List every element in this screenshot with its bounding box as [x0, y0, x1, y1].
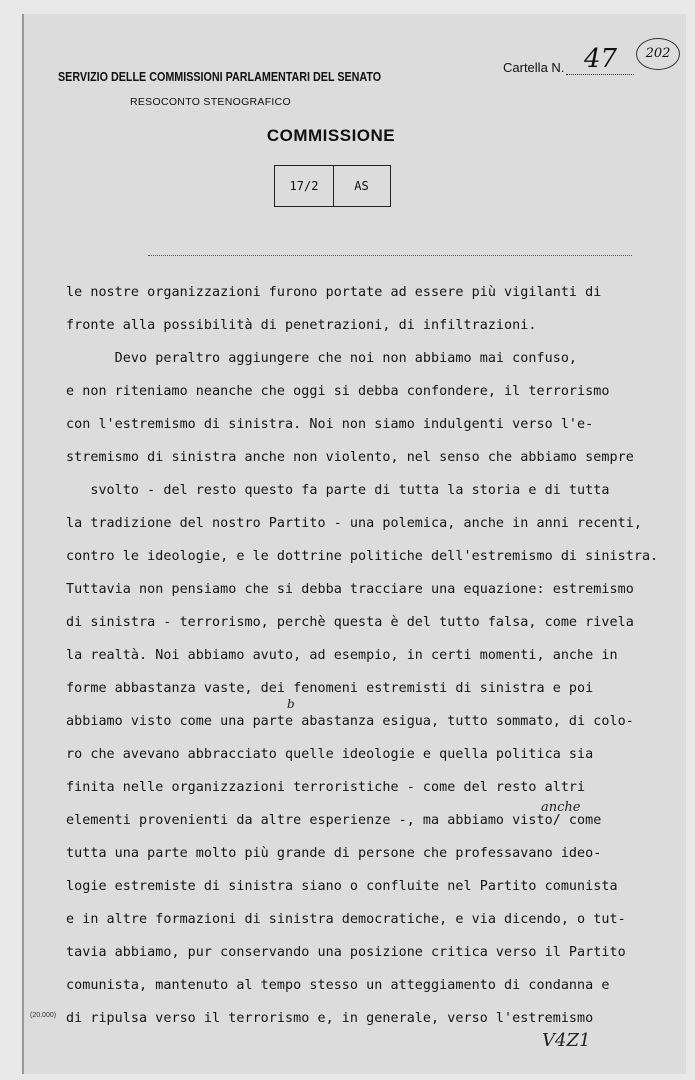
cartella-label: Cartella N.	[503, 60, 565, 75]
cartella-number: 47	[584, 44, 618, 74]
body-line: logie estremiste di sinistra siano o confluite nel Partito comunista	[66, 879, 618, 894]
body-line: di sinistra - terrorismo, perchè questa è del tutto falsa, come rivela	[66, 615, 634, 630]
code-box-left: 17/2	[275, 166, 334, 206]
body-line: contro le ideologie, e le dottrine politiche dell'estremismo di sinistra.	[66, 549, 659, 564]
body-line: Devo peraltro aggiungere che noi non abbiamo mai confuso,	[66, 351, 578, 366]
body-line: le nostre organizzazioni furono portate ad essere più vigilanti di	[66, 285, 602, 300]
body-line: e in altre formazioni di sinistra democratiche, e via dicendo, o tut-	[66, 912, 626, 927]
code-box	[274, 165, 391, 207]
page-number-circled: 202	[636, 38, 680, 70]
body-line: di ripulsa verso il terrorismo e, in generale, verso l'estremismo	[66, 1011, 594, 1026]
header-organization: SERVIZIO DELLE COMMISSIONI PARLAMENTARI DEL SENATO	[58, 70, 382, 84]
body-line: finita nelle organizzazioni terroristiche - come del resto altri	[66, 780, 586, 795]
footer-print-code: (20.000)	[30, 1012, 57, 1019]
body-text	[66, 276, 666, 1035]
handwritten-insert-anche: anche	[541, 800, 581, 815]
cartella-underline	[566, 74, 634, 75]
body-line: con l'estremismo di sinistra. Noi non siamo indulgenti verso l'e-	[66, 417, 594, 432]
code-box-right: AS	[354, 179, 369, 193]
body-line: tavia abbiamo, pur conservando una posizione critica verso il Partito	[66, 945, 626, 960]
body-line: stremismo di sinistra anche non violento, nel senso che abbiamo sempre	[66, 450, 634, 465]
body-line: la realtà. Noi abbiamo avuto, ad esempio, in certi momenti, anche in	[66, 648, 618, 663]
body-line: svolto - del resto questo fa parte di tutta la storia e di tutta	[66, 483, 610, 498]
body-line: comunista, mantenuto al tempo stesso un atteggiamento di condanna e	[66, 978, 610, 993]
body-line: forme abbastanza vaste, dei fenomeni estremisti di sinistra e poi	[66, 681, 594, 696]
body-line: fronte alla possibilità di penetrazioni, di infiltrazioni.	[66, 318, 537, 333]
dotted-separator	[148, 255, 632, 256]
body-line: Tuttavia non pensiamo che si debba tracciare una equazione: estremismo	[66, 582, 634, 597]
body-line: elementi provenienti da altre esperienze -, ma abbiamo visto/ come	[66, 813, 602, 828]
body-line: tutta una parte molto più grande di persone che professavano ideo-	[66, 846, 602, 861]
body-line: abbiamo visto come una parte abastanza esigua, tutto sommato, di colo-	[66, 714, 634, 729]
header-subtitle: RESOCONTO STENOGRAFICO	[130, 96, 292, 108]
handwritten-initials: V4Z1	[542, 1030, 591, 1051]
body-line: la tradizione del nostro Partito - una polemica, anche in anni recenti,	[66, 516, 642, 531]
body-line: ro che avevano abbracciato quelle ideologie e quella politica sia	[66, 747, 594, 762]
commission-title: COMMISSIONE	[266, 126, 396, 145]
handwritten-insert-b: b	[287, 697, 295, 711]
body-line: e non riteniamo neanche che oggi si debba confondere, il terrorismo	[66, 384, 610, 399]
